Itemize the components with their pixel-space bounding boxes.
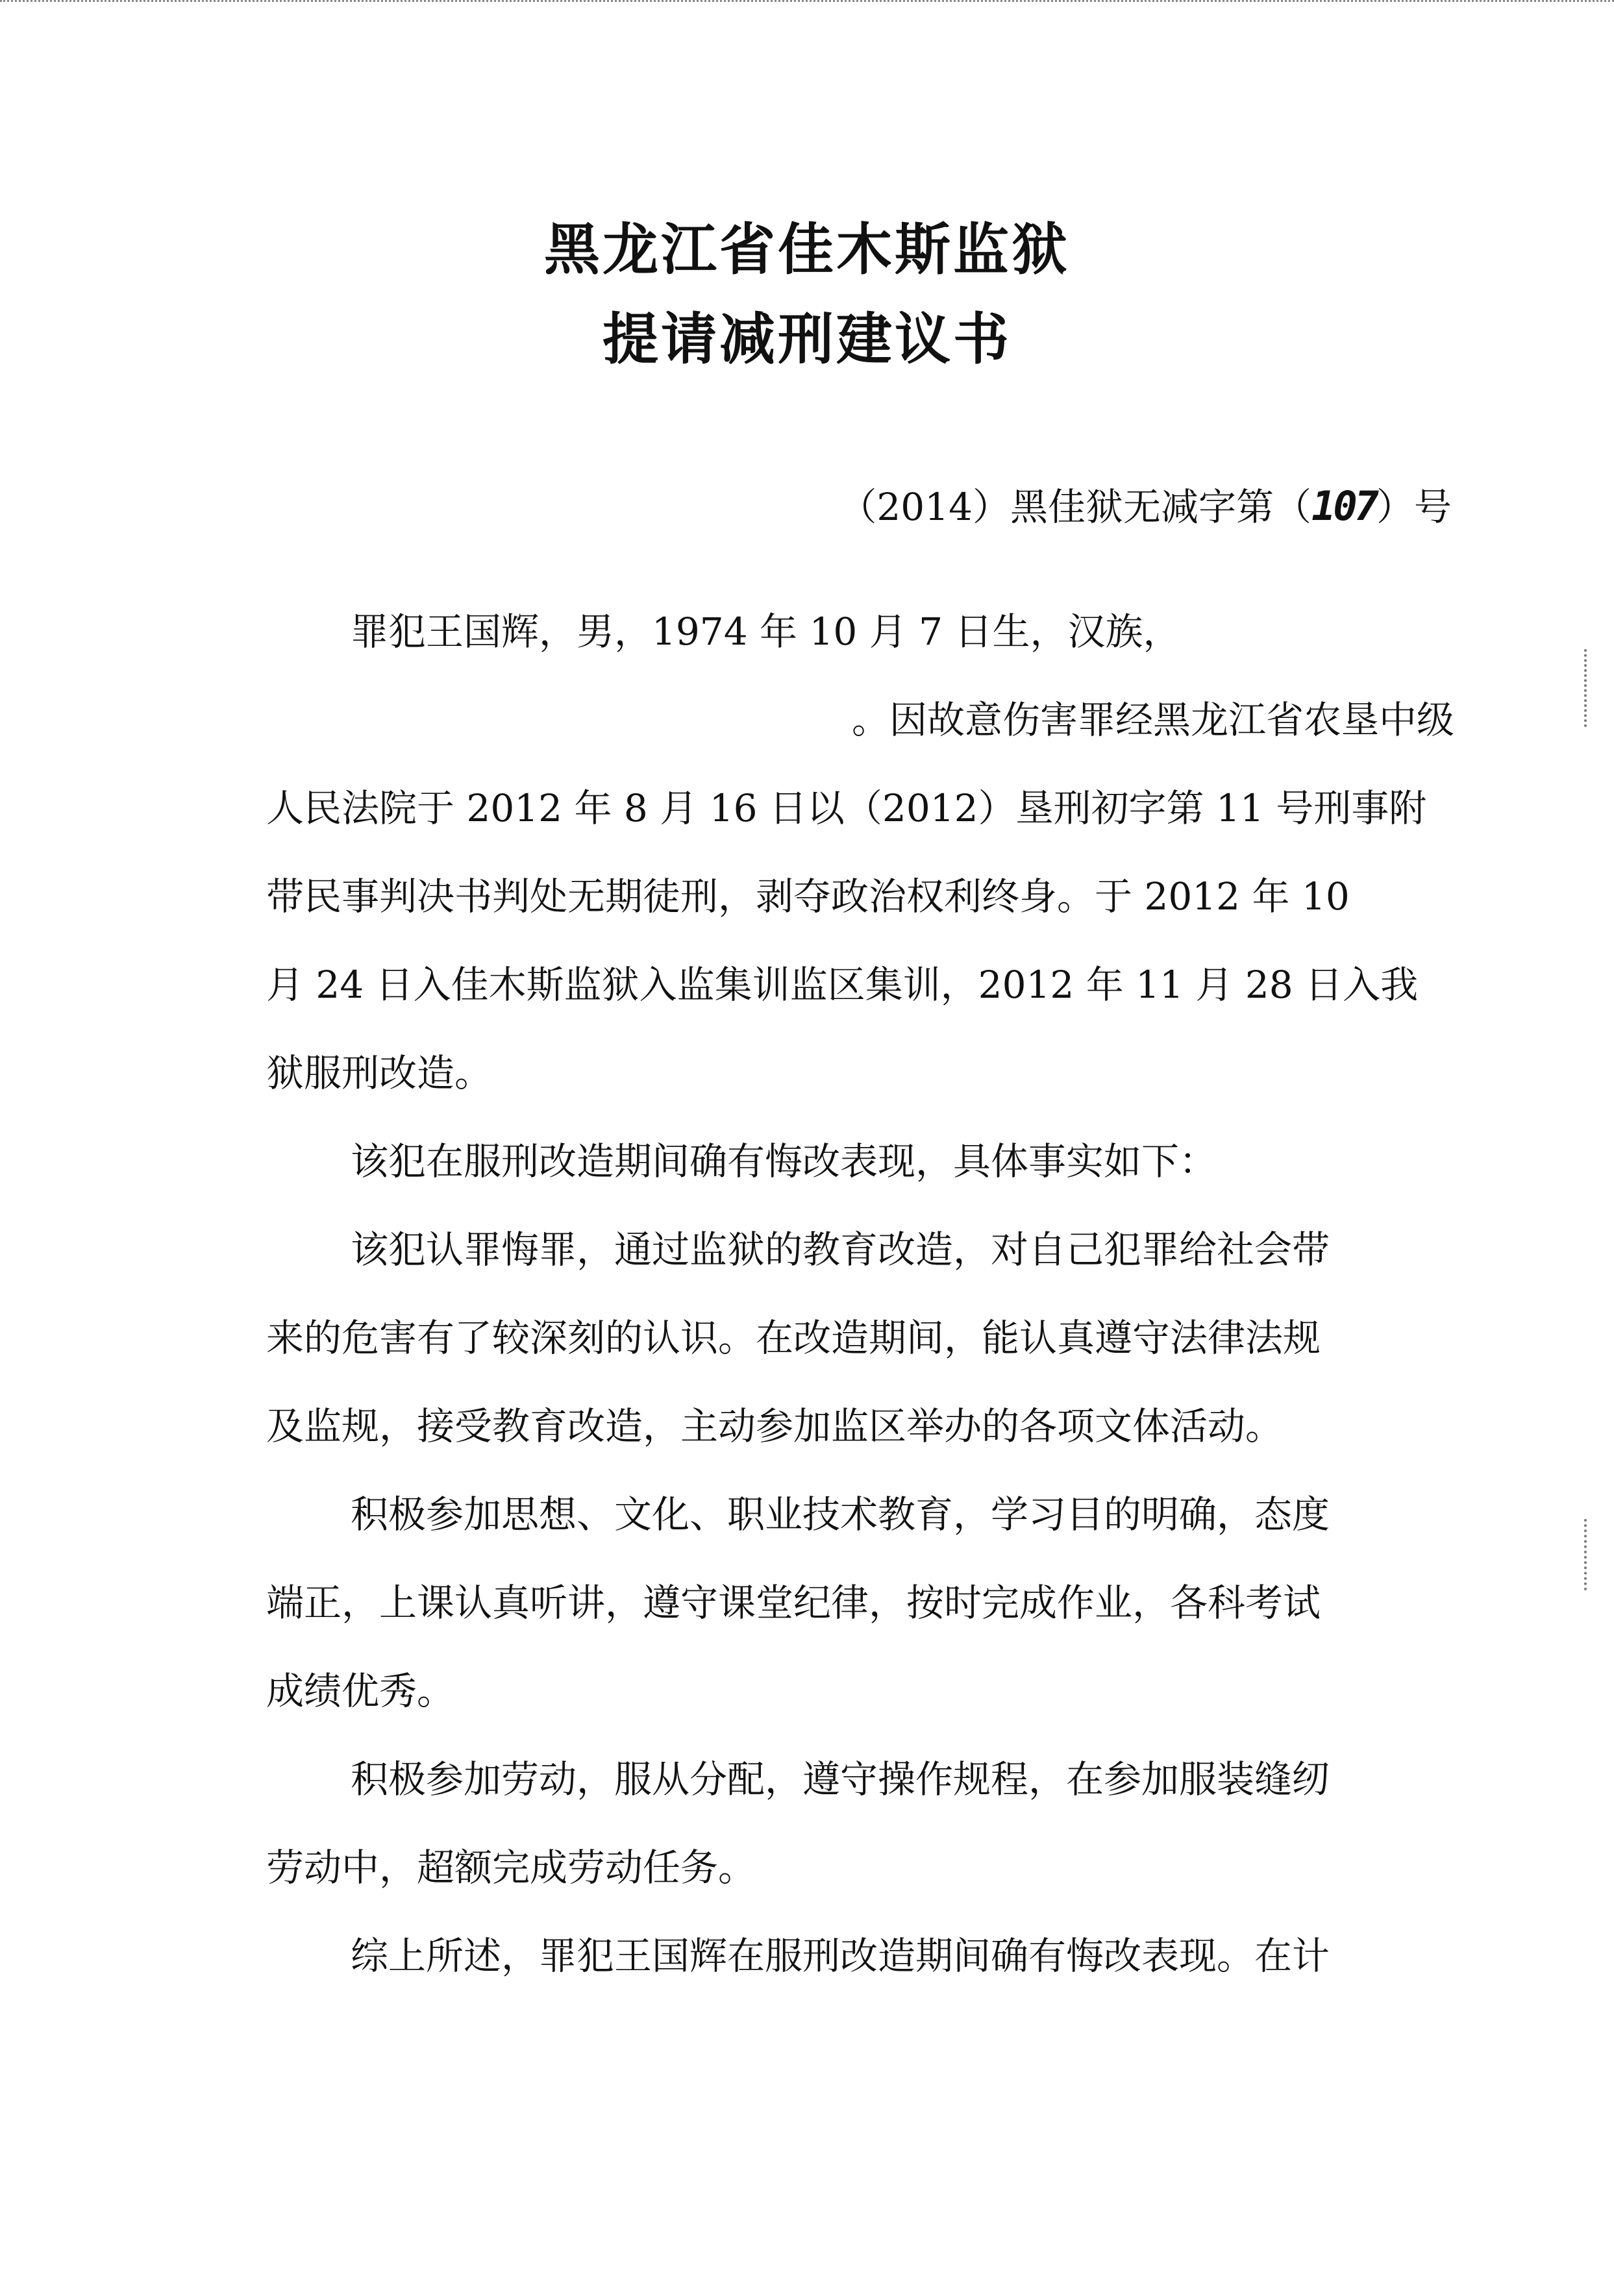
body-line: 该犯认罪悔罪，通过监狱的教育改造，对自己犯罪给社会带 [351, 1228, 1330, 1272]
body-line: 来的危害有了较深刻的认识。在改造期间，能认真遵守法律法规 [266, 1316, 1321, 1360]
body-line: 积极参加思想、文化、职业技术教育，学习目的明确，态度 [351, 1492, 1330, 1537]
body-line: 积极参加劳动，服从分配，遵守操作规程，在参加服装缝纫 [351, 1757, 1330, 1801]
body-line: 成绩优秀。 [266, 1669, 455, 1713]
body-line: 端正，上课认真听讲，遵守课堂纪律，按时完成作业，各科考试 [266, 1581, 1321, 1625]
body-line: 人民法院于 2012 年 8 月 16 日以（2012）垦刑初字第 11 号刑事附 [266, 786, 1427, 830]
scan-margin-speckle [1584, 1519, 1591, 1590]
document-number [839, 477, 1452, 536]
body-line: 罪犯王国辉，男，1974 年 10 月 7 日生，汉族， [351, 610, 1181, 654]
document-title [0, 214, 1614, 286]
scan-border-speckle [0, 0, 1614, 8]
body-line: 综上所述，罪犯王国辉在服刑改造期间确有悔改表现。在计 [351, 1934, 1330, 1978]
handwritten-number: 107 [1311, 482, 1376, 530]
title-line-1: 黑龙江省佳木斯监狱 [544, 217, 1070, 282]
scan-margin-speckle [1584, 649, 1591, 727]
body-line: 劳动中，超额完成劳动任务。 [266, 1845, 756, 1890]
body-line: 。因故意伤害罪经黑龙江省农垦中级 [851, 698, 1454, 742]
body-line: 狱服刑改造。 [266, 1051, 493, 1095]
body-line: 月 24 日入佳木斯监狱入监集训监区集训，2012 年 11 月 28 日入我 [266, 963, 1419, 1007]
document-number-suffix: ）号 [1376, 485, 1452, 529]
body-line: 及监规，接受教育改造，主动参加监区举办的各项文体活动。 [266, 1404, 1284, 1448]
document-number-prefix: （2014）黑佳狱无减字第（ [839, 485, 1311, 529]
body-line: 该犯在服刑改造期间确有悔改表现，具体事实如下： [351, 1139, 1217, 1183]
body-line: 带民事判决书判处无期徒刑，剥夺政治权利终身。于 2012 年 10 [266, 874, 1350, 919]
document-subtitle [0, 304, 1614, 375]
title-line-2: 提请减刑建议书 [602, 307, 1012, 372]
